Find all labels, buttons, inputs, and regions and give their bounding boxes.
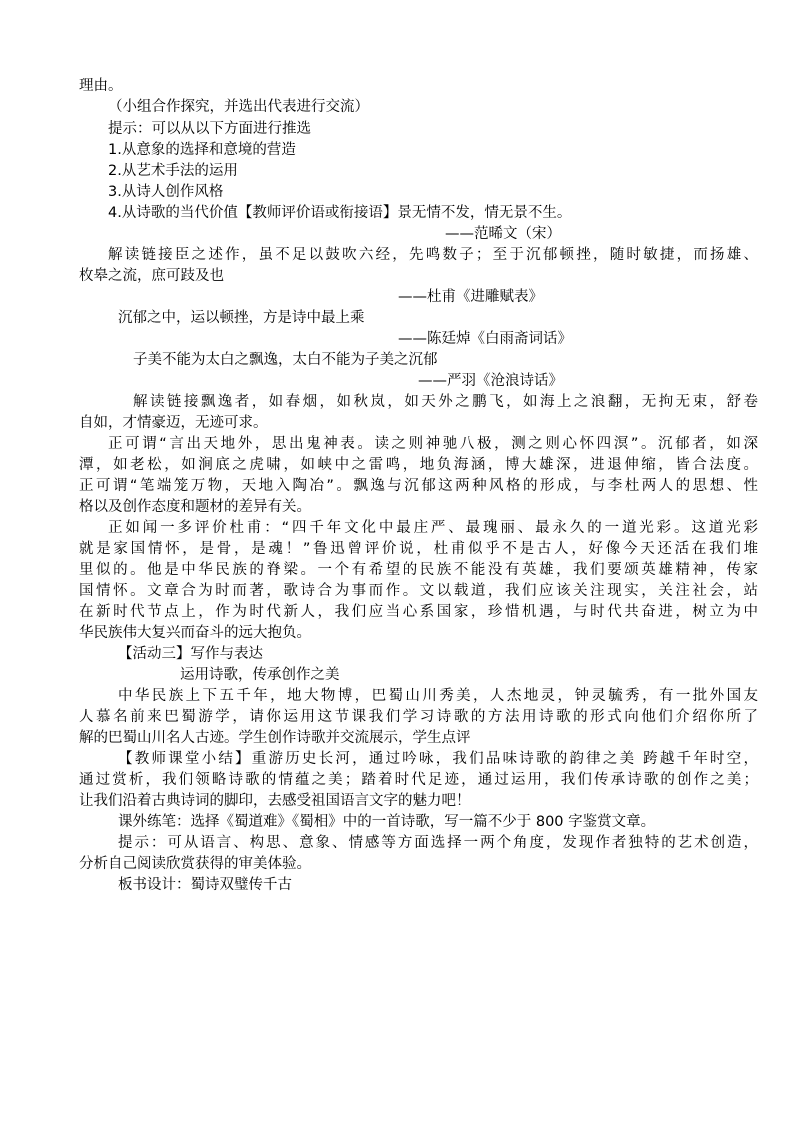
text-line: 提示：可以从以下方面进行推选 xyxy=(108,121,311,137)
list-item: 1.从意象的选择和意境的营造 xyxy=(108,142,296,158)
section-subtitle: 运用诗歌，传承创作之美 xyxy=(180,667,340,683)
quote-attribution: ——范晞文（宋） xyxy=(445,226,561,242)
section-heading: 【活动三】写作与表达 xyxy=(118,646,263,662)
text-line: 让我们沿着古典诗词的脚印，去感受祖国语言文字的魅力吧！ xyxy=(79,793,471,809)
quote-line: 沉郁之中，运以顿挫，方是诗中最上乘 xyxy=(118,310,365,326)
list-item: 3.从诗人创作风格 xyxy=(108,184,224,200)
text-line: 自如，才情豪迈，无迹可求。 xyxy=(79,415,268,431)
text-line: 【教师课堂小结】重游历史长河，通过吟咏，我们品味诗歌的韵律之美 跨越千年时空， xyxy=(118,751,758,767)
quote-attribution: ——陈廷焯《白雨斋词话》 xyxy=(398,331,572,347)
quote-line: 子美不能为太白之飘逸，太白不能为子美之沉郁 xyxy=(133,352,438,368)
text-line: 板书设计：蜀诗双璧传千古 xyxy=(118,877,292,893)
list-item: 2.从艺术手法的运用 xyxy=(108,163,238,179)
list-item: 4.从诗歌的当代价值【教师评价语或衔接语】景无情不发，情无景不生。 xyxy=(108,205,572,221)
text-line: 正可谓“笔端笼万物，天地入陶冶”。飘逸与沉郁这两种风格的形成，与李杜两人的思想、性 xyxy=(79,478,758,494)
text-line: 里似的。他是中华民族的脊梁。一个有希望的民族不能没有英雄，我们要颂英雄精神，传家 xyxy=(79,562,758,578)
text-line: 正如闻一多评价杜甫：“四千年文化中最庄严、最瑰丽、最永久的一道光彩。这道光彩 xyxy=(108,520,758,536)
text-line: 就是家国情怀，是骨，是魂！”鲁迅曾评价说，杜甫似乎不是古人，好像今天还活在我们堆 xyxy=(79,541,758,557)
text-line: 解的巴蜀山川名人古迹。学生创作诗歌并交流展示，学生点评 xyxy=(79,730,471,746)
text-line: 在新时代节点上，作为时代新人，我们应当心系国家，珍惜机遇，与时代共奋进，树立为中 xyxy=(79,604,758,620)
text-line: 人慕名前来巴蜀游学，请你运用这节课我们学习诗歌的方法用诗歌的形式向他们介绍你所了 xyxy=(79,709,758,725)
text-line: 中华民族上下五千年，地大物博，巴蜀山川秀美，人杰地灵，钟灵毓秀，有一批外国友 xyxy=(118,688,758,704)
text-line: 正可谓“言出天地外，思出鬼神表。读之则神驰八极，测之则心怀四溟”。沉郁者，如深 xyxy=(108,436,758,452)
text-line: 理由。 xyxy=(79,78,123,94)
quote-attribution: ——杜甫《进雕赋表》 xyxy=(398,289,543,305)
text-line: 通过赏析，我们领略诗歌的情蕴之美；踏着时代足迹，通过运用，我们传承诗歌的创作之美； xyxy=(79,772,758,788)
quote-attribution: ——严羽《沧浪诗话》 xyxy=(418,373,563,389)
text-line: 课外练笔：选择《蜀道难》《蜀相》中的一首诗歌，写一篇不少于 800 字鉴赏文章。 xyxy=(118,814,656,830)
text-line: 格以及创作态度和题材的差异有关。 xyxy=(79,499,311,515)
text-line: 解读链接飘逸者，如春烟，如秋岚，如天外之鹏飞，如海上之浪翻，无拘无束，舒卷 xyxy=(133,394,758,410)
text-line: （小组合作探究，并选出代表进行交流） xyxy=(108,99,369,115)
text-line: 提示：可从语言、构思、意象、情感等方面选择一两个角度，发现作者独特的艺术创造， xyxy=(118,835,758,851)
text-line: 国情怀。文章合为时而著，歌诗合为事而作。文以载道，我们应该关注现实，关注社会，站 xyxy=(79,583,758,599)
text-line: 解读链接臣之述作，虽不足以鼓吹六经，先鸣数子；至于沉郁顿挫，随时敏捷，而扬雄、 xyxy=(108,247,758,263)
text-line: 分析自己阅读欣赏获得的审美体验。 xyxy=(79,856,311,872)
text-line: 华民族伟大复兴而奋斗的远大抱负。 xyxy=(79,625,311,641)
text-line: 潭，如老松，如涧底之虎啸，如峡中之雷鸣，地负海涵，博大雄深，进退伸缩，皆合法度。 xyxy=(79,457,758,473)
text-line: 枚皋之流，庶可跂及也 xyxy=(79,268,224,284)
